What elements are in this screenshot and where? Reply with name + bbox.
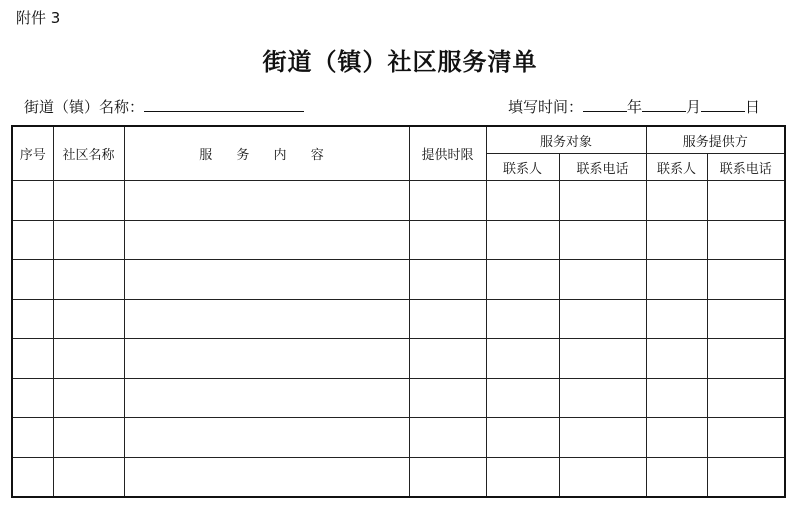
fill-date-label: 填写时间： <box>507 98 583 116</box>
header-service-provider: 服务提供方 <box>646 126 785 154</box>
street-name-line <box>24 96 304 117</box>
table-row <box>12 299 785 339</box>
header-service-target: 服务对象 <box>486 126 646 154</box>
cell-seq[interactable] <box>12 457 53 497</box>
header-service-content: 服 务 内 容 <box>124 126 409 181</box>
cell-community[interactable] <box>53 181 124 221</box>
cell-content[interactable] <box>124 418 409 458</box>
header-time-limit: 提供时限 <box>409 126 486 181</box>
cell-community[interactable] <box>53 457 124 497</box>
table-row <box>12 457 785 497</box>
header-community-name: 社区名称 <box>53 126 124 181</box>
table-row <box>12 418 785 458</box>
cell-seq[interactable] <box>12 220 53 260</box>
cell-time[interactable] <box>409 457 486 497</box>
cell-time[interactable] <box>409 220 486 260</box>
cell-target-contact[interactable] <box>486 181 559 221</box>
cell-target-phone[interactable] <box>559 378 646 418</box>
table-row <box>12 260 785 300</box>
table-row <box>12 181 785 221</box>
cell-target-contact[interactable] <box>486 260 559 300</box>
cell-content[interactable] <box>124 378 409 418</box>
cell-provider-contact[interactable] <box>646 181 707 221</box>
cell-target-contact[interactable] <box>486 418 559 458</box>
cell-provider-phone[interactable] <box>707 378 785 418</box>
cell-seq[interactable] <box>12 181 53 221</box>
table-row <box>12 378 785 418</box>
cell-time[interactable] <box>409 181 486 221</box>
cell-community[interactable] <box>53 220 124 260</box>
cell-time[interactable] <box>409 378 486 418</box>
table-row <box>12 339 785 379</box>
month-field[interactable] <box>642 97 686 112</box>
cell-community[interactable] <box>53 378 124 418</box>
cell-target-phone[interactable] <box>559 181 646 221</box>
header-target-contact: 联系人 <box>486 154 559 181</box>
year-label: 年 <box>626 98 642 116</box>
table-row <box>12 220 785 260</box>
cell-target-contact[interactable] <box>486 220 559 260</box>
cell-community[interactable] <box>53 418 124 458</box>
cell-time[interactable] <box>409 418 486 458</box>
cell-seq[interactable] <box>12 299 53 339</box>
table-header-row <box>12 126 785 154</box>
cell-community[interactable] <box>53 260 124 300</box>
header-seq: 序号 <box>12 126 53 181</box>
cell-provider-phone[interactable] <box>707 299 785 339</box>
cell-content[interactable] <box>124 220 409 260</box>
cell-provider-phone[interactable] <box>707 181 785 221</box>
cell-provider-phone[interactable] <box>707 339 785 379</box>
cell-target-contact[interactable] <box>486 339 559 379</box>
cell-provider-phone[interactable] <box>707 260 785 300</box>
cell-provider-contact[interactable] <box>646 418 707 458</box>
year-field[interactable] <box>583 97 627 112</box>
cell-provider-contact[interactable] <box>646 378 707 418</box>
cell-content[interactable] <box>124 457 409 497</box>
cell-target-phone[interactable] <box>559 260 646 300</box>
cell-content[interactable] <box>124 339 409 379</box>
attachment-label: 附件 3 <box>16 9 61 27</box>
cell-provider-contact[interactable] <box>646 339 707 379</box>
cell-content[interactable] <box>124 299 409 339</box>
day-field[interactable] <box>701 97 745 112</box>
cell-provider-contact[interactable] <box>646 457 707 497</box>
cell-seq[interactable] <box>12 339 53 379</box>
header-provider-phone: 联系电话 <box>707 154 785 181</box>
cell-provider-phone[interactable] <box>707 457 785 497</box>
cell-provider-contact[interactable] <box>646 299 707 339</box>
cell-community[interactable] <box>53 339 124 379</box>
month-label: 月 <box>685 98 701 116</box>
cell-target-phone[interactable] <box>559 299 646 339</box>
cell-target-contact[interactable] <box>486 457 559 497</box>
cell-content[interactable] <box>124 181 409 221</box>
cell-target-phone[interactable] <box>559 339 646 379</box>
day-label: 日 <box>744 98 760 116</box>
cell-provider-contact[interactable] <box>646 260 707 300</box>
fill-date-line <box>508 96 760 117</box>
street-name-label: 街道（镇）名称： <box>24 98 145 116</box>
cell-time[interactable] <box>409 339 486 379</box>
cell-target-contact[interactable] <box>486 378 559 418</box>
header-provider-contact: 联系人 <box>646 154 707 181</box>
cell-provider-contact[interactable] <box>646 220 707 260</box>
cell-target-phone[interactable] <box>559 418 646 458</box>
cell-community[interactable] <box>53 299 124 339</box>
cell-provider-phone[interactable] <box>707 220 785 260</box>
service-list-table <box>11 125 786 498</box>
cell-target-phone[interactable] <box>559 220 646 260</box>
cell-content[interactable] <box>124 260 409 300</box>
cell-seq[interactable] <box>12 260 53 300</box>
cell-provider-phone[interactable] <box>707 418 785 458</box>
cell-seq[interactable] <box>12 418 53 458</box>
page-title: 街道（镇）社区服务清单 <box>262 47 538 76</box>
cell-target-contact[interactable] <box>486 299 559 339</box>
cell-target-phone[interactable] <box>559 457 646 497</box>
cell-seq[interactable] <box>12 378 53 418</box>
header-target-phone: 联系电话 <box>559 154 646 181</box>
cell-time[interactable] <box>409 299 486 339</box>
street-name-field[interactable] <box>144 97 304 112</box>
cell-time[interactable] <box>409 260 486 300</box>
